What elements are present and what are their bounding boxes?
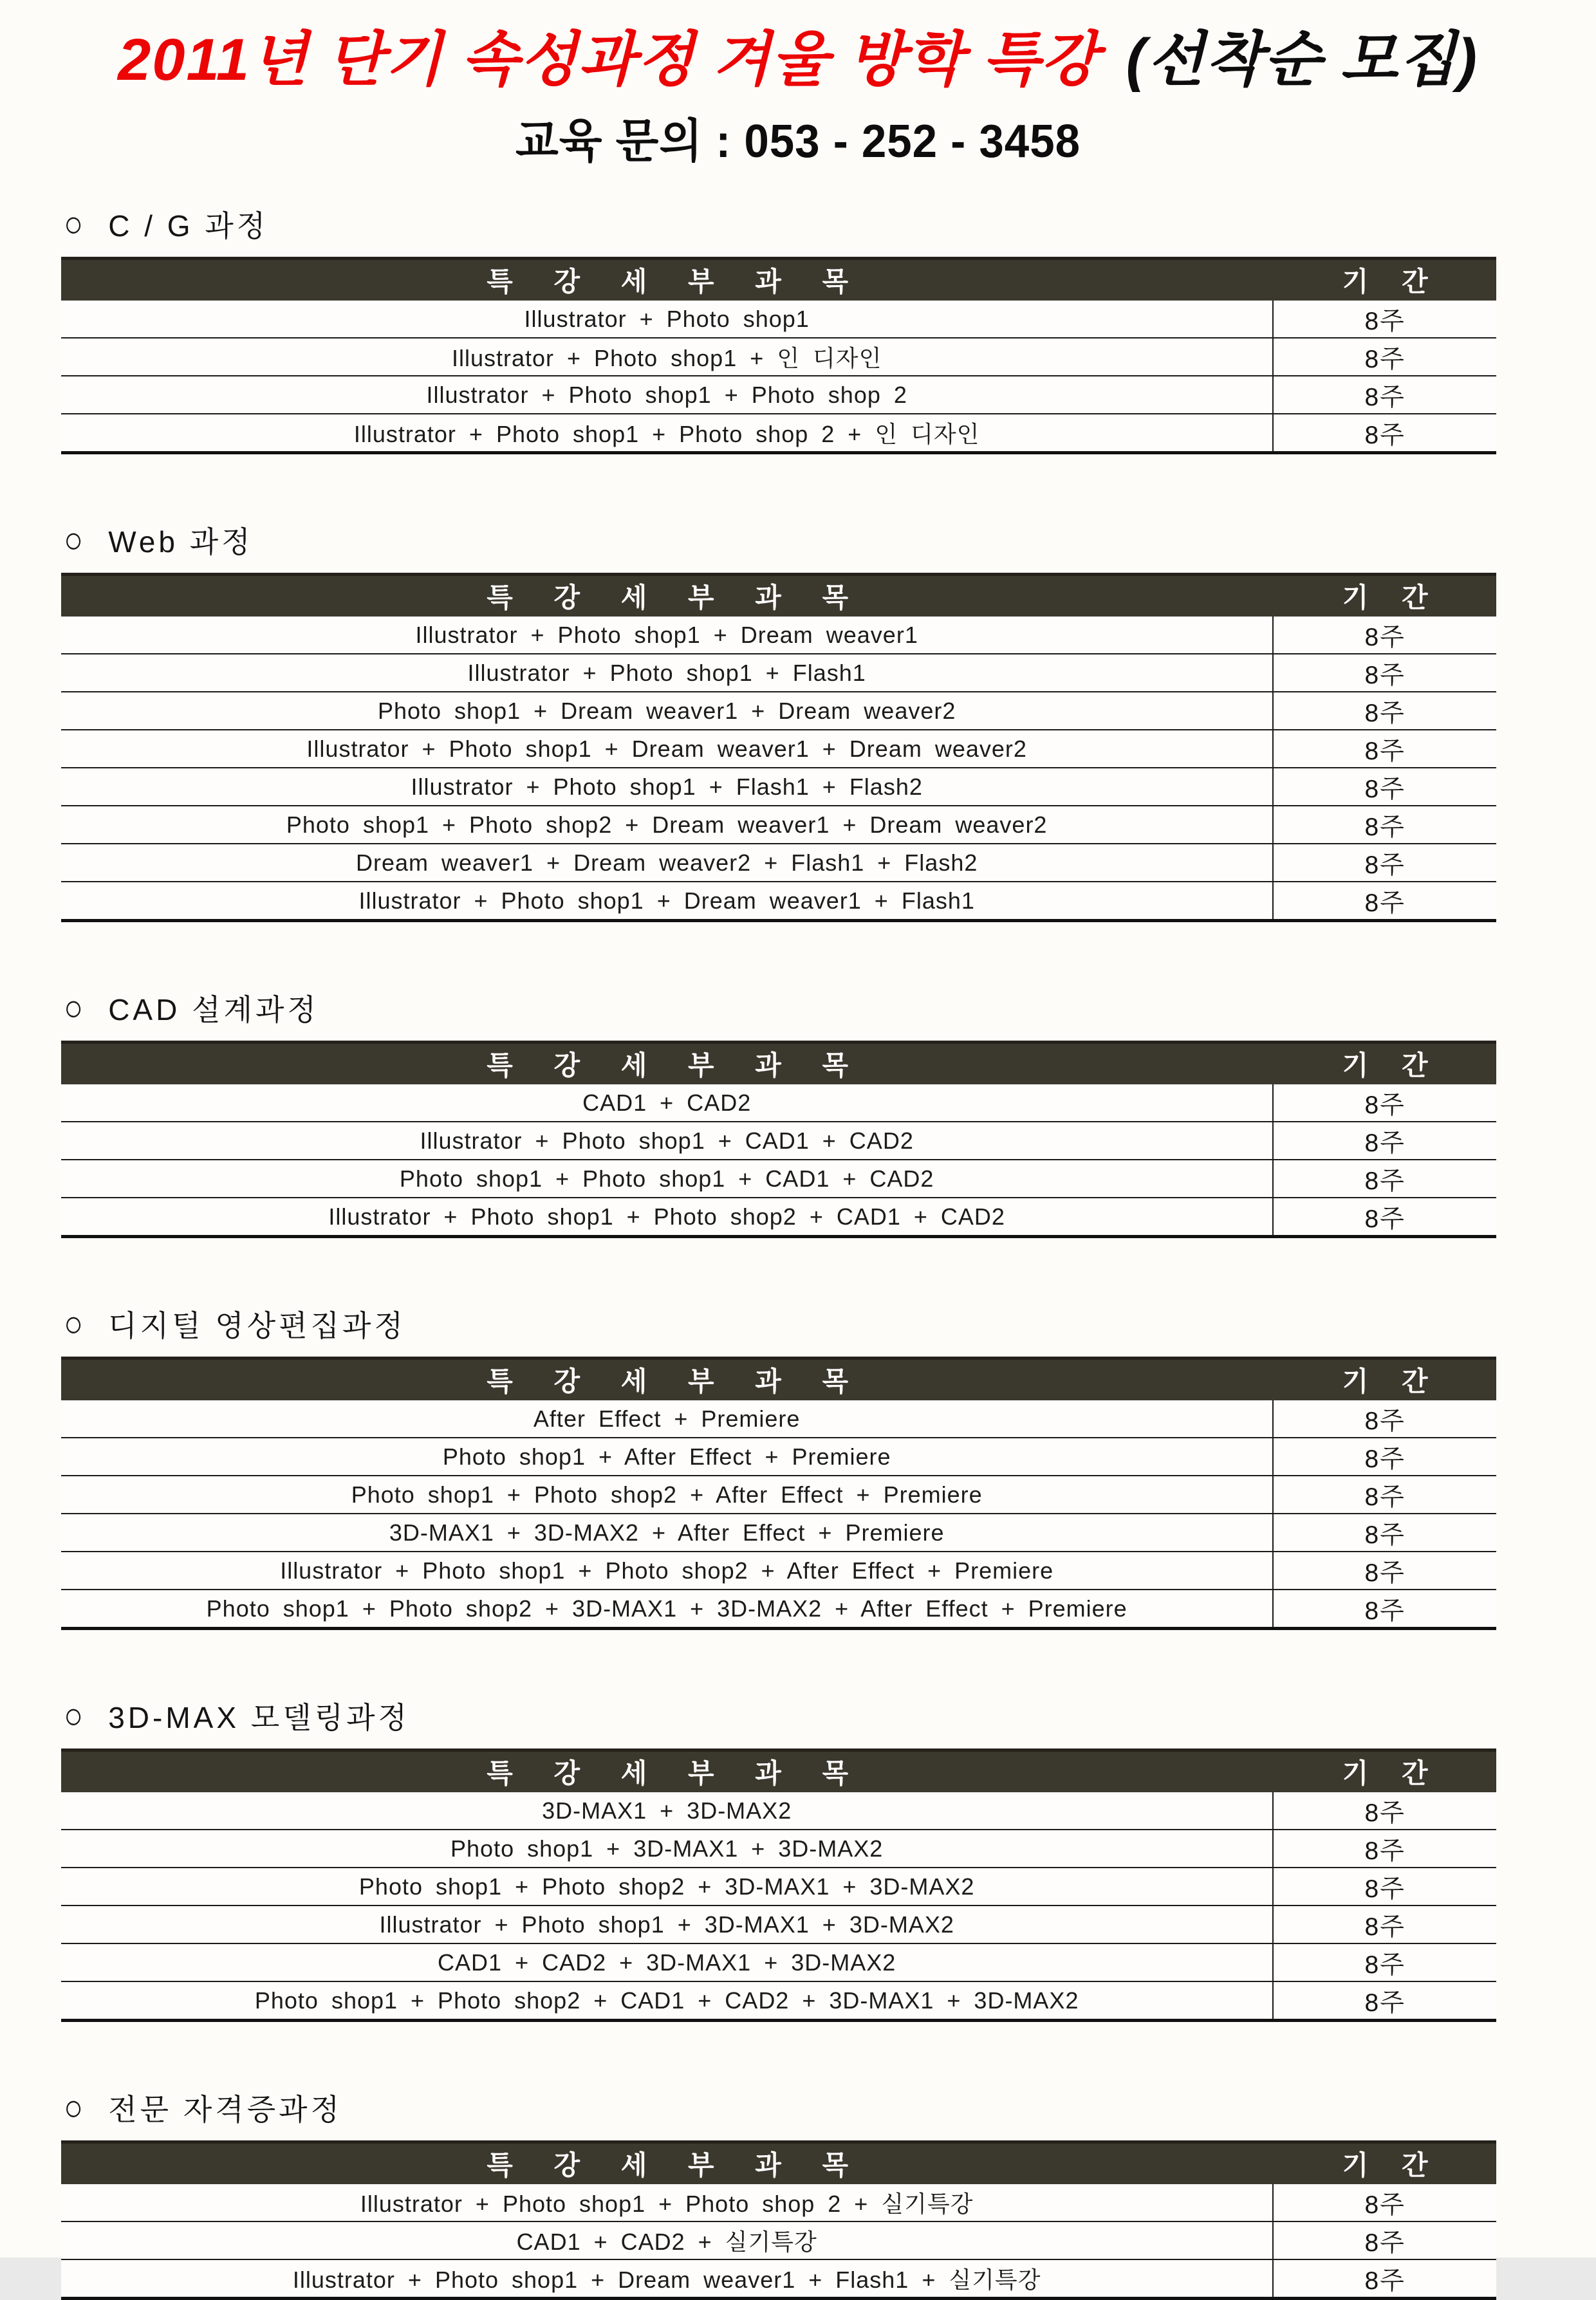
table-header-row (61, 1357, 1496, 1400)
course-duration: 8주 (1364, 1799, 1406, 1827)
course-combination: 3D-MAX1 + 3D-MAX2 + After Effect + Premiere (61, 1514, 1274, 1551)
table-row (61, 806, 1496, 844)
course-combination: Illustrator + Photo shop1 + Flash1 + Flash2 (61, 768, 1274, 805)
table-header-row (61, 1041, 1496, 1084)
table-body (61, 617, 1496, 922)
section-title: 전문 자격증과정 (108, 2093, 343, 2126)
course-combination: After Effect + Premiere (61, 1400, 1274, 1437)
course-combination: Illustrator + Photo shop1 + Flash1 (61, 654, 1274, 691)
course-combination: Photo shop1 + Photo shop2 + After Effect + Premiere (61, 1476, 1274, 1513)
course-duration: 8주 (1364, 1837, 1406, 1865)
course-table (61, 257, 1496, 454)
table-row (61, 339, 1496, 376)
course-combination: Photo shop1 + Photo shop2 + 3D-MAX1 + 3D-MAX2 (61, 1868, 1274, 1905)
column-header-subject: 특 강 세 부 과 목 (487, 582, 866, 613)
table-row (61, 1868, 1496, 1906)
course-combination: Photo shop1 + Photo shop2 + 3D-MAX1 + 3D-MAX2 + After Effect + Premiere (61, 1590, 1274, 1627)
course-combination: Illustrator + Photo shop1 + Dream weaver1 (61, 617, 1274, 653)
column-header-duration: 기 간 (1342, 1050, 1441, 1080)
section-title: CAD 설계과정 (108, 993, 319, 1026)
section-heading (64, 987, 1535, 1029)
course-duration: 8주 (1364, 699, 1406, 727)
course-combination: Illustrator + Photo shop1 + Dream weaver1 + Flash1 + 실기특강 (61, 2260, 1274, 2297)
table-row (61, 1438, 1496, 1476)
title-main: 2011년 단기 속성과정 겨울 방학 특강 (118, 27, 1100, 93)
column-header-duration: 기 간 (1342, 1758, 1441, 1788)
section-title: 디지털 영상편집과정 (108, 1309, 406, 1342)
table-body (61, 1400, 1496, 1630)
section-heading (64, 2086, 1535, 2129)
course-section (61, 2086, 1535, 2300)
table-row (61, 654, 1496, 692)
table-row (61, 2260, 1496, 2300)
course-duration: 8주 (1364, 1521, 1406, 1549)
course-duration: 8주 (1364, 813, 1406, 841)
course-duration: 8주 (1364, 383, 1406, 411)
circle-bullet-icon: ○ (64, 203, 87, 245)
course-duration: 8주 (1364, 2267, 1406, 2295)
column-header-subject: 특 강 세 부 과 목 (487, 1050, 866, 1080)
course-duration: 8주 (1364, 1205, 1406, 1233)
table-row (61, 1792, 1496, 1830)
course-combination: Dream weaver1 + Dream weaver2 + Flash1 + Flash2 (61, 844, 1274, 881)
course-combination: Illustrator + Photo shop1 + 3D-MAX1 + 3D-MAX2 (61, 1906, 1274, 1943)
page-title (61, 23, 1535, 97)
table-row (61, 1084, 1496, 1122)
course-duration: 8주 (1364, 775, 1406, 803)
table-row (61, 1400, 1496, 1438)
table-row (61, 1122, 1496, 1160)
table-row (61, 1830, 1496, 1868)
column-header-subject: 특 강 세 부 과 목 (487, 1366, 866, 1396)
course-duration: 8주 (1364, 1167, 1406, 1195)
course-combination: Illustrator + Photo shop1 + Photo shop 2 + 인 디자인 (61, 414, 1274, 451)
course-table (61, 573, 1496, 922)
table-row (61, 1476, 1496, 1514)
course-table (61, 1357, 1496, 1630)
course-combination: Photo shop1 + After Effect + Premiere (61, 1438, 1274, 1475)
course-duration: 8주 (1364, 307, 1406, 335)
course-duration: 8주 (1364, 1597, 1406, 1625)
column-header-subject: 특 강 세 부 과 목 (487, 2150, 866, 2180)
column-header-duration: 기 간 (1342, 582, 1441, 613)
table-row (61, 1552, 1496, 1590)
course-combination: CAD1 + CAD2 + 실기특강 (61, 2222, 1274, 2259)
section-heading (64, 1303, 1535, 1345)
circle-bullet-icon: ○ (64, 1694, 87, 1737)
table-header-row (61, 257, 1496, 301)
course-section (61, 1303, 1535, 1630)
table-header-row (61, 1748, 1496, 1792)
course-combination: Photo shop1 + Photo shop1 + CAD1 + CAD2 (61, 1160, 1274, 1197)
section-title: 3D-MAX 모델링과정 (108, 1701, 410, 1734)
course-section (61, 203, 1535, 454)
table-row (61, 1982, 1496, 2022)
table-row (61, 376, 1496, 414)
table-body (61, 1792, 1496, 2022)
course-combination: Illustrator + Photo shop1 + Dream weaver1 + Dream weaver2 (61, 730, 1274, 767)
course-table (61, 2140, 1496, 2300)
course-combination: Photo shop1 + Dream weaver1 + Dream weaver2 (61, 692, 1274, 729)
table-row (61, 844, 1496, 882)
column-header-duration: 기 간 (1342, 1366, 1441, 1396)
column-header-subject: 특 강 세 부 과 목 (487, 266, 866, 297)
section-heading (64, 203, 1535, 245)
course-duration: 8주 (1364, 661, 1406, 689)
table-row (61, 768, 1496, 806)
section-title: Web 과정 (108, 525, 254, 559)
table-body (61, 2184, 1496, 2300)
course-combination: Photo shop1 + Photo shop2 + CAD1 + CAD2 + 3D-MAX1 + 3D-MAX2 (61, 1982, 1274, 2019)
course-duration: 8주 (1364, 421, 1406, 449)
course-combination: Photo shop1 + 3D-MAX1 + 3D-MAX2 (61, 1830, 1274, 1867)
table-row (61, 1944, 1496, 1982)
course-duration: 8주 (1364, 1091, 1406, 1119)
course-combination: Illustrator + Photo shop1 (61, 301, 1274, 337)
table-row (61, 301, 1496, 339)
course-table (61, 1748, 1496, 2022)
table-row (61, 1514, 1496, 1552)
circle-bullet-icon: ○ (64, 987, 87, 1029)
course-combination: Illustrator + Photo shop1 + Photo shop 2 + 실기특강 (61, 2184, 1274, 2221)
course-duration: 8주 (1364, 2191, 1406, 2219)
circle-bullet-icon: ○ (64, 519, 87, 561)
course-duration: 8주 (1364, 889, 1406, 917)
course-combination: Illustrator + Photo shop1 + Photo shop2 + CAD1 + CAD2 (61, 1198, 1274, 1235)
course-duration: 8주 (1364, 1483, 1406, 1511)
course-table (61, 1041, 1496, 1238)
table-row (61, 692, 1496, 730)
course-combination: Illustrator + Photo shop1 + Photo shop 2 (61, 376, 1274, 413)
course-duration: 8주 (1364, 1989, 1406, 2017)
course-combination: Illustrator + Photo shop1 + Photo shop2 + After Effect + Premiere (61, 1552, 1274, 1589)
column-header-duration: 기 간 (1342, 2150, 1441, 2180)
section-heading (64, 519, 1535, 561)
course-combination: 3D-MAX1 + 3D-MAX2 (61, 1792, 1274, 1829)
column-header-duration: 기 간 (1342, 266, 1441, 297)
circle-bullet-icon: ○ (64, 2086, 87, 2129)
section-heading (64, 1694, 1535, 1737)
course-duration: 8주 (1364, 851, 1406, 879)
contact-phone: 교육 문의 : 053 - 252 - 3458 (515, 116, 1081, 167)
table-row (61, 882, 1496, 922)
course-combination: Illustrator + Photo shop1 + 인 디자인 (61, 339, 1274, 375)
table-row (61, 730, 1496, 768)
table-row (61, 2184, 1496, 2222)
sections-container (61, 203, 1535, 2300)
table-row (61, 1906, 1496, 1944)
table-body (61, 301, 1496, 454)
course-duration: 8주 (1364, 2229, 1406, 2257)
title-note: (선착순 모집) (1126, 27, 1478, 93)
table-row (61, 1160, 1496, 1198)
course-duration: 8주 (1364, 737, 1406, 765)
course-duration: 8주 (1364, 1559, 1406, 1587)
table-row (61, 2222, 1496, 2260)
course-duration: 8주 (1364, 1407, 1406, 1435)
section-title: C / G 과정 (108, 209, 269, 243)
column-header-subject: 특 강 세 부 과 목 (487, 1758, 866, 1788)
course-section (61, 1694, 1535, 2022)
course-duration: 8주 (1364, 1129, 1406, 1157)
table-row (61, 414, 1496, 454)
table-row (61, 617, 1496, 654)
table-header-row (61, 573, 1496, 617)
course-duration: 8주 (1364, 1875, 1406, 1903)
table-row (61, 1590, 1496, 1630)
course-duration: 8주 (1364, 345, 1406, 373)
course-combination: CAD1 + CAD2 (61, 1084, 1274, 1121)
course-duration: 8주 (1364, 1951, 1406, 1979)
course-combination: CAD1 + CAD2 + 3D-MAX1 + 3D-MAX2 (61, 1944, 1274, 1981)
course-duration: 8주 (1364, 623, 1406, 651)
course-duration: 8주 (1364, 1913, 1406, 1941)
table-body (61, 1084, 1496, 1238)
course-combination: Illustrator + Photo shop1 + CAD1 + CAD2 (61, 1122, 1274, 1159)
course-section (61, 519, 1535, 922)
course-combination: Photo shop1 + Photo shop2 + Dream weaver1 + Dream weaver2 (61, 806, 1274, 843)
course-combination: Illustrator + Photo shop1 + Dream weaver1 + Flash1 (61, 882, 1274, 919)
table-header-row (61, 2140, 1496, 2184)
circle-bullet-icon: ○ (64, 1303, 87, 1345)
course-duration: 8주 (1364, 1445, 1406, 1473)
table-row (61, 1198, 1496, 1238)
course-section (61, 987, 1535, 1238)
